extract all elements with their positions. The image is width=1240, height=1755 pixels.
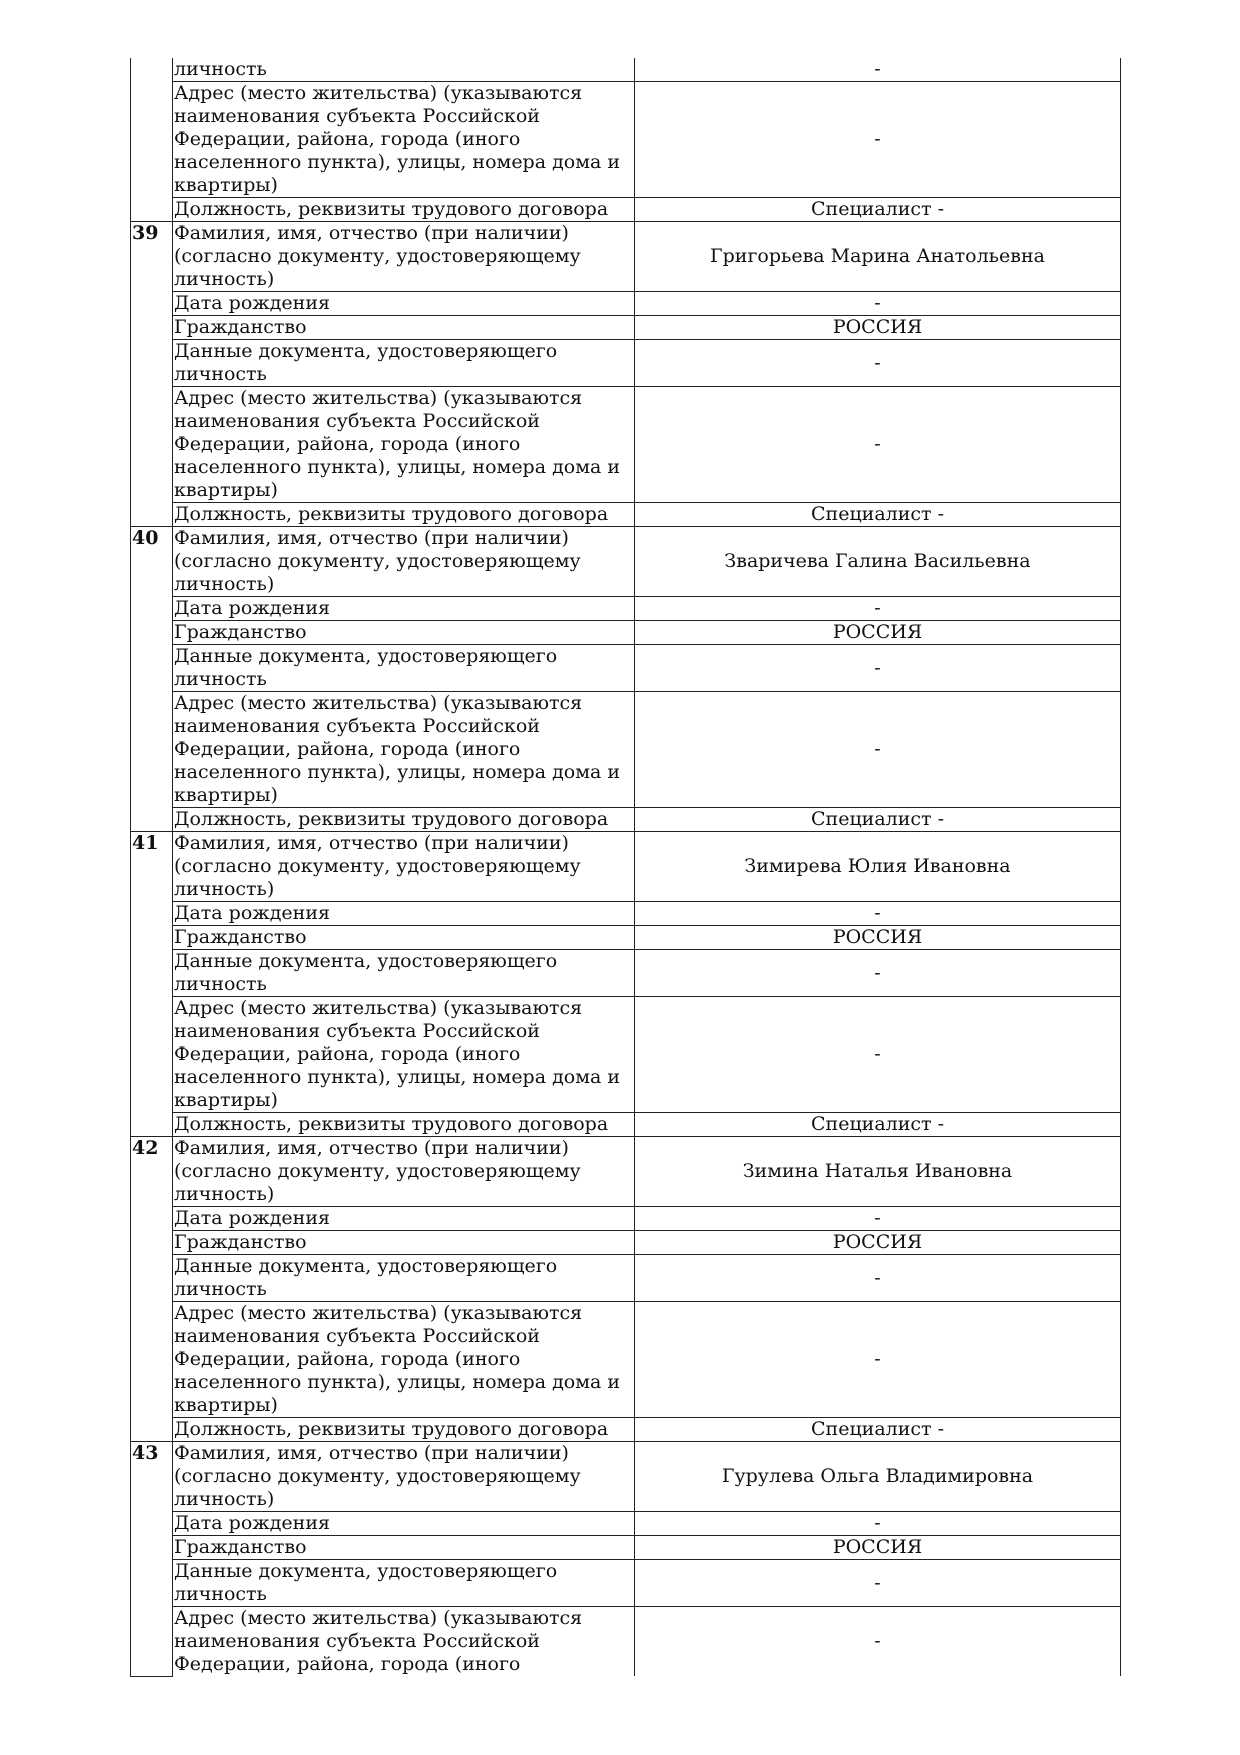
field-value: Гурулева Ольга Владимировна xyxy=(635,1442,1121,1512)
field-label: Данные документа, удостоверяющего личность xyxy=(173,950,635,997)
field-label: Дата рождения xyxy=(173,1207,635,1231)
person-number: 43 xyxy=(131,1442,173,1677)
field-label: личность xyxy=(173,58,635,82)
field-value: - xyxy=(635,902,1121,926)
field-value: - xyxy=(635,597,1121,621)
document-page xyxy=(130,58,1120,1677)
field-label: Должность, реквизиты трудового договора xyxy=(173,1418,635,1442)
table-row xyxy=(131,832,1121,902)
table-row xyxy=(131,82,1121,198)
person-number: 39 xyxy=(131,222,173,527)
field-value: РОССИЯ xyxy=(635,316,1121,340)
table-row xyxy=(131,997,1121,1113)
table-row xyxy=(131,1302,1121,1418)
field-label: Гражданство xyxy=(173,1536,635,1560)
field-label: Адрес (место жительства) (указываются наименования субъекта Российской Федерации, района, города (иного населенного пункта), улицы, номера дома и квартиры) xyxy=(173,82,635,198)
field-label: Адрес (место жительства) (указываются наименования субъекта Российской Федерации, района, города (иного населенного пункта), улицы, номера дома и квартиры) xyxy=(173,692,635,808)
field-label: Фамилия, имя, отчество (при наличии) (согласно документу, удостоверяющему личность) xyxy=(173,832,635,902)
table-row xyxy=(131,527,1121,597)
field-value: Зваричева Галина Васильевна xyxy=(635,527,1121,597)
field-label: Адрес (место жительства) (указываются наименования субъекта Российской Федерации, района, города (иного населенного пункта), улицы, номера дома и квартиры) xyxy=(173,1302,635,1418)
field-value: - xyxy=(635,1560,1121,1607)
table-row xyxy=(131,1536,1121,1560)
field-label: Фамилия, имя, отчество (при наличии) (согласно документу, удостоверяющему личность) xyxy=(173,1137,635,1207)
table-row xyxy=(131,926,1121,950)
field-label: Адрес (место жительства) (указываются наименования субъекта Российской Федерации, района, города (иного населенного пункта), улицы, номера дома и квартиры) xyxy=(173,997,635,1113)
field-label: Гражданство xyxy=(173,621,635,645)
field-value: - xyxy=(635,1207,1121,1231)
table-row xyxy=(131,1512,1121,1536)
table-row xyxy=(131,1442,1121,1512)
field-label: Должность, реквизиты трудового договора xyxy=(173,198,635,222)
field-value: - xyxy=(635,950,1121,997)
field-label: Гражданство xyxy=(173,316,635,340)
field-label: Данные документа, удостоверяющего личность xyxy=(173,1560,635,1607)
table-row xyxy=(131,1113,1121,1137)
field-value: РОССИЯ xyxy=(635,1231,1121,1255)
field-label: Дата рождения xyxy=(173,292,635,316)
table-row xyxy=(131,1137,1121,1207)
table-row xyxy=(131,621,1121,645)
field-label: Дата рождения xyxy=(173,902,635,926)
table-row xyxy=(131,950,1121,997)
field-value: Зимирева Юлия Ивановна xyxy=(635,832,1121,902)
field-value: - xyxy=(635,692,1121,808)
field-value: РОССИЯ xyxy=(635,1536,1121,1560)
field-value: - xyxy=(635,387,1121,503)
field-label: Фамилия, имя, отчество (при наличии) (согласно документу, удостоверяющему личность) xyxy=(173,1442,635,1512)
field-label: Дата рождения xyxy=(173,597,635,621)
table-row xyxy=(131,1560,1121,1607)
field-label: Гражданство xyxy=(173,1231,635,1255)
field-label: Дата рождения xyxy=(173,1512,635,1536)
table-row xyxy=(131,597,1121,621)
field-label: Должность, реквизиты трудового договора xyxy=(173,808,635,832)
field-label: Данные документа, удостоверяющего личность xyxy=(173,1255,635,1302)
field-label: Должность, реквизиты трудового договора xyxy=(173,503,635,527)
table-row xyxy=(131,1231,1121,1255)
table-row xyxy=(131,1418,1121,1442)
table-row xyxy=(131,316,1121,340)
table-row xyxy=(131,808,1121,832)
table-row xyxy=(131,387,1121,503)
table-row xyxy=(131,902,1121,926)
field-value: Зимина Наталья Ивановна xyxy=(635,1137,1121,1207)
field-value: - xyxy=(635,292,1121,316)
table-row xyxy=(131,198,1121,222)
field-value: - xyxy=(635,82,1121,198)
table-row xyxy=(131,1207,1121,1231)
row-number-cell xyxy=(131,58,173,222)
field-value: РОССИЯ xyxy=(635,926,1121,950)
field-value: Специалист - xyxy=(635,1418,1121,1442)
table-row xyxy=(131,292,1121,316)
field-value: - xyxy=(635,1255,1121,1302)
person-number: 41 xyxy=(131,832,173,1137)
field-value: Специалист - xyxy=(635,503,1121,527)
field-label: Данные документа, удостоверяющего личность xyxy=(173,645,635,692)
field-label: Гражданство xyxy=(173,926,635,950)
field-label: Фамилия, имя, отчество (при наличии) (согласно документу, удостоверяющему личность) xyxy=(173,527,635,597)
field-label: Адрес (место жительства) (указываются наименования субъекта Российской Федерации, района, города (иного xyxy=(173,1607,635,1677)
table-row xyxy=(131,58,1121,82)
person-number: 40 xyxy=(131,527,173,832)
field-value: Специалист - xyxy=(635,1113,1121,1137)
table-row xyxy=(131,1607,1121,1677)
table-row xyxy=(131,645,1121,692)
field-value: Специалист - xyxy=(635,808,1121,832)
field-value: - xyxy=(635,997,1121,1113)
table-row xyxy=(131,340,1121,387)
field-value: Специалист - xyxy=(635,198,1121,222)
field-value: Григорьева Марина Анатольевна xyxy=(635,222,1121,292)
table-row xyxy=(131,222,1121,292)
field-label: Фамилия, имя, отчество (при наличии) (согласно документу, удостоверяющему личность) xyxy=(173,222,635,292)
table-row xyxy=(131,503,1121,527)
table-row xyxy=(131,692,1121,808)
field-value: - xyxy=(635,1302,1121,1418)
field-value: РОССИЯ xyxy=(635,621,1121,645)
persons-table-body xyxy=(131,58,1121,1676)
field-value: - xyxy=(635,645,1121,692)
persons-table xyxy=(130,58,1121,1677)
field-value: - xyxy=(635,1512,1121,1536)
field-label: Адрес (место жительства) (указываются наименования субъекта Российской Федерации, района, города (иного населенного пункта), улицы, номера дома и квартиры) xyxy=(173,387,635,503)
person-number: 42 xyxy=(131,1137,173,1442)
field-value: - xyxy=(635,340,1121,387)
field-value: - xyxy=(635,1607,1121,1677)
field-label: Данные документа, удостоверяющего личность xyxy=(173,340,635,387)
table-row xyxy=(131,1255,1121,1302)
field-label: Должность, реквизиты трудового договора xyxy=(173,1113,635,1137)
field-value: - xyxy=(635,58,1121,82)
